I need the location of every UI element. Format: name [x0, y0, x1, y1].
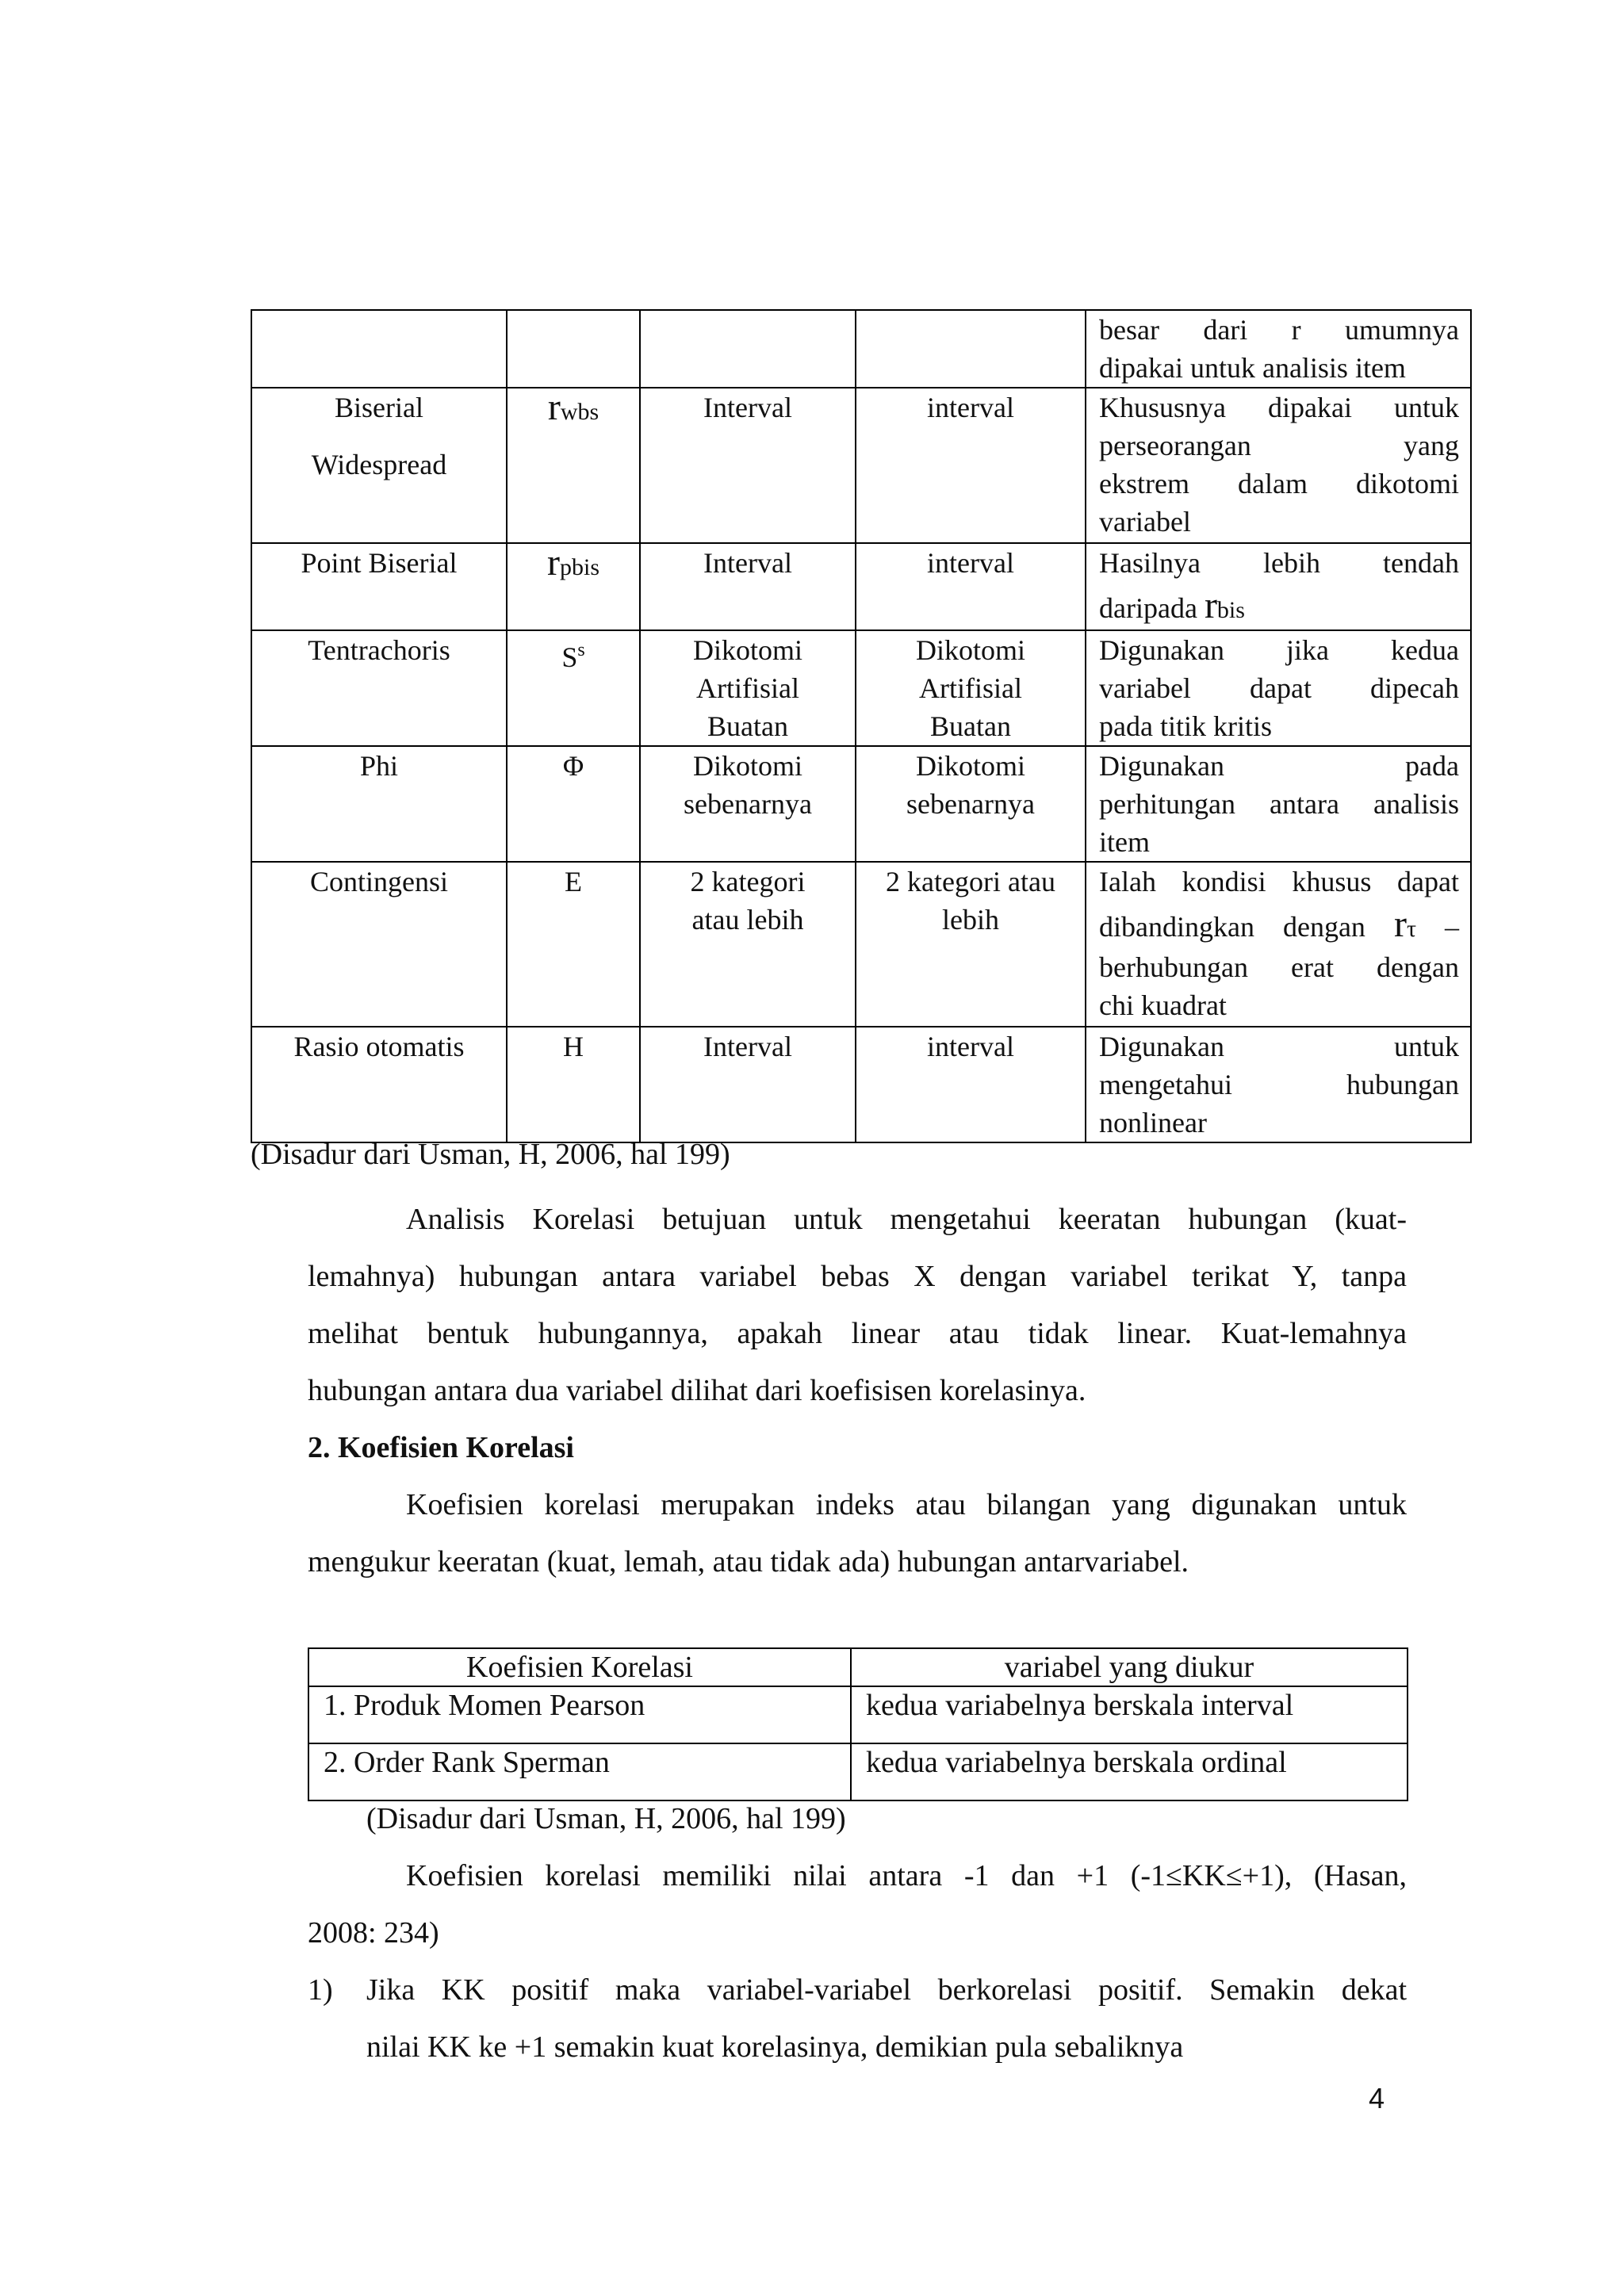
section-heading: 2. Koefisien Korelasi	[308, 1431, 574, 1464]
table-cell-var1: 2 kategori atau lebih	[640, 862, 856, 1027]
paragraph-nilai: Koefisien korelasi memiliki nilai antara -1 dan +1 (-1≤KK≤+1), (Hasan, 2008: 234)	[308, 1859, 1407, 1950]
table-row	[308, 1686, 1408, 1743]
paragraph-analisis: Analisis Korelasi betujuan untuk mengetahui keeratan hubungan (kuat- lemahnya) hubungan antara variabel bebas X dengan variabel terikat Y, tanpa melihat bentuk hubungannya, apakah linear atau tidak linear. Kuat-lemahnya hubungan antara dua variabel dilihat dari koefisisen korelasinya.	[308, 1203, 1407, 1407]
table-header-row	[308, 1648, 1408, 1686]
list-number: 1)	[308, 1973, 333, 2007]
table-cell-symbol: $S^s$	[507, 630, 640, 746]
table-cell-desc: Digunakan pada perhitungan antara analisis item	[1086, 746, 1471, 862]
table-cell: kedua variabelnya berskala interval	[851, 1686, 1408, 1743]
table-cell-var1: Interval	[640, 543, 856, 630]
table-cell-symbol: E	[507, 862, 640, 1027]
table-cell-var2: interval	[856, 1027, 1086, 1142]
table-cell-name: Biserial Widespread	[251, 388, 507, 543]
table-cell-var2: 2 kategori atau lebih	[856, 862, 1086, 1027]
table-cell-name: Rasio otomatis	[251, 1027, 507, 1142]
table-cell-symbol: Φ	[507, 746, 640, 862]
table-cell-name: Phi	[251, 746, 507, 862]
table-row	[251, 1027, 1471, 1142]
table-cell-desc: Hasilnya lebih tendah daripada rbis	[1086, 543, 1471, 630]
page-number: 4	[1369, 2082, 1385, 2114]
table-cell-name: Point Biserial	[251, 543, 507, 630]
table-row	[251, 543, 1471, 630]
table-cell-desc: Ialah kondisi khusus dapat dibandingkan dengan rτ – berhubungan erat dengan chi kuadrat	[1086, 862, 1471, 1027]
table-row	[251, 630, 1471, 746]
table-cell-var2: interval	[856, 388, 1086, 543]
table-row	[308, 1743, 1408, 1800]
table-cell-name: Contingensi	[251, 862, 507, 1027]
table-cell: kedua variabelnya berskala ordinal	[851, 1743, 1408, 1800]
table-cell: 1. Produk Momen Pearson	[308, 1686, 851, 1743]
table-cell-var2: Dikotomi sebenarnya	[856, 746, 1086, 862]
table-cell-var1: Interval	[640, 388, 856, 543]
table-cell-var1: Dikotomi Artifisial Buatan	[640, 630, 856, 746]
correlation-types-table	[251, 309, 1472, 1143]
paragraph-koefisien: Koefisien korelasi merupakan indeks atau bilangan yang digunakan untuk mengukur keeratan (kuat, lemah, atau tidak ada) hubungan antarvariabel.	[308, 1488, 1407, 1578]
table-source-note-2: (Disadur dari Usman, H, 2006, hal 199)	[366, 1802, 846, 1835]
table-cell-var1: Dikotomi sebenarnya	[640, 746, 856, 862]
table-cell-var2: Dikotomi Artifisial Buatan	[856, 630, 1086, 746]
table-header: Koefisien Korelasi	[308, 1648, 851, 1686]
table-row	[251, 388, 1471, 543]
table-cell-desc: Digunakan untuk mengetahui hubungan nonlinear	[1086, 1027, 1471, 1142]
table-cell-symbol: rwbs	[507, 388, 640, 543]
table-header: variabel yang diukur	[851, 1648, 1408, 1686]
list-item: 1) Jika KK positif maka variabel-variabel berkorelasi positif. Semakin dekat nilai KK ke +1 semakin kuat korelasinya, demikian pula sebaliknya	[308, 1961, 1407, 2076]
table-cell-desc: Khususnya dipakai untuk perseorangan yang ekstrem dalam dikotomi variabel	[1086, 388, 1471, 543]
table-cell-symbol: H	[507, 1027, 640, 1142]
table-cell-desc: Digunakan jika kedua variabel dapat dipecah pada titik kritis	[1086, 630, 1471, 746]
table-row	[251, 310, 1471, 388]
table-cell-var2: interval	[856, 543, 1086, 630]
table-row	[251, 862, 1471, 1027]
table-cell-desc: besar dari r umumnya dipakai untuk analisis item	[1086, 310, 1471, 388]
table-cell: 2. Order Rank Sperman	[308, 1743, 851, 1800]
table-cell-symbol: rpbis	[507, 543, 640, 630]
coefficient-table	[308, 1647, 1408, 1801]
table-row	[251, 746, 1471, 862]
table-source-note: (Disadur dari Usman, H, 2006, hal 199)	[251, 1138, 730, 1171]
table-cell-name: Tentrachoris	[251, 630, 507, 746]
table-cell-var1: Interval	[640, 1027, 856, 1142]
